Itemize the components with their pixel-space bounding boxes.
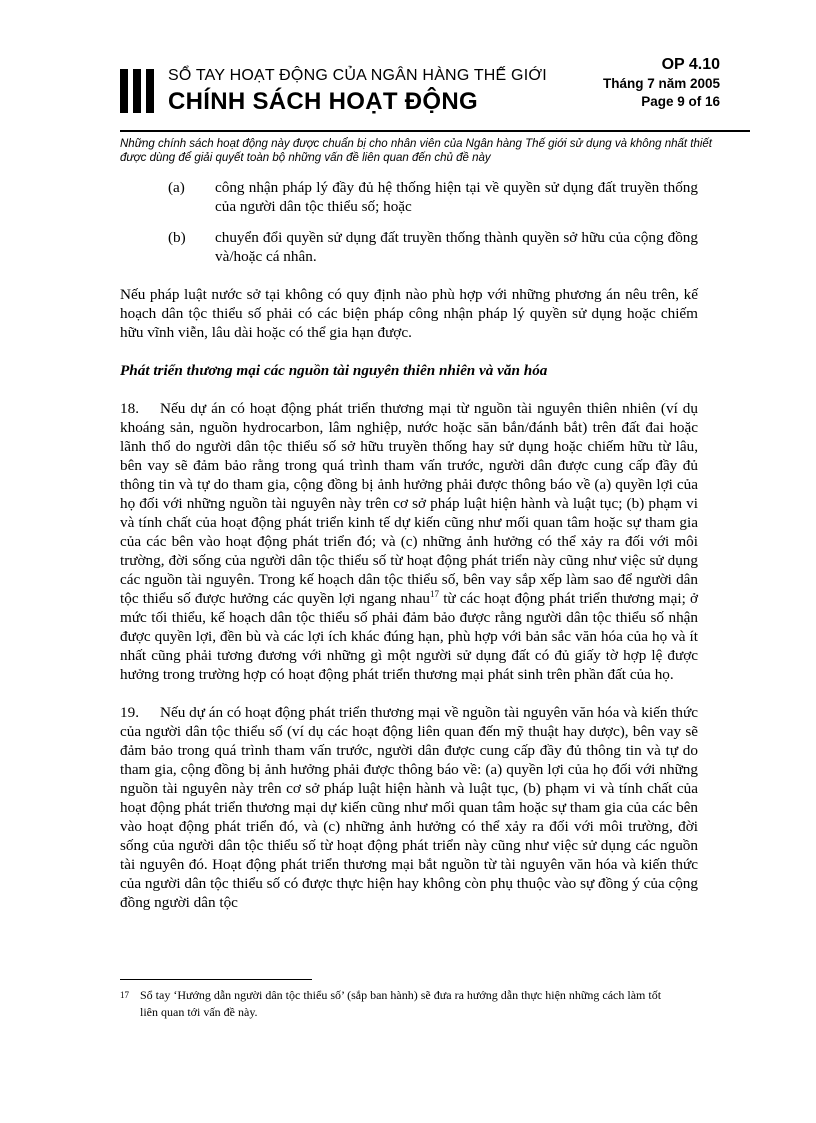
list-item-label: (b): [168, 229, 186, 246]
policy-date: Tháng 7 năm 2005: [602, 76, 720, 91]
page-header: [120, 55, 750, 135]
header-meta: [603, 55, 720, 111]
header-divider: [120, 130, 750, 132]
paragraph-19-text: Nếu dự án có hoạt động phát triển thương mại về nguồn tài nguyên văn hóa và kiến thức của người dân tộc thiểu số (ví dụ các hoạt động liên quan đến mỹ thuật hay dược), bên vay sẽ đảm bảo trong quá trình tham vấn trước, người dân được cung cấp đầy đủ thông tin và tự do tham gia, cộng đồng bị ảnh hưởng phải được thông báo về: (a) quyền lợi của họ đối với những nguồn tài nguyên này trên cơ sở pháp luật hiện hành và luật tục, (b) phạm vi và tính chất của hoạt động phát triển thương mại dự kiến cũng như mối quan tâm hoặc sự tham gia của các bên vào hoạt động phát triển đó, và (c) những ảnh hưởng có thể xảy ra đối với môi trường, đời sống của người dân tộc thiểu số từ hoạt động phát triển này cũng như việc sử dụng các nguồn tài nguyên đó. Hoạt động phát triển thương mại bắt nguồn từ tài nguyên văn hóa và kiến thức của người dân tộc thiểu số có được thực hiện hay không còn phụ thuộc vào sự đồng ý của cộng đồng người dân tộc: [120, 704, 698, 911]
footnote: [120, 987, 680, 1021]
paragraph-18-text-b: từ các hoạt động phát triển thương mại; ở mức tối thiểu, kế hoạch dân tộc thiểu số phải đảm bảo được rằng người dân tộc thiểu số nhận được quyền lợi, đền bù và các lợi ích khác đúng hạn, phù hợp với bản sắc văn hóa của họ và ít nhất cũng phải tương đương với những gì một người sử dụng đất có đủ giấy tờ hợp lệ được hưởng trong trường hợp có hoạt động phát triển thương mại phát sinh trên phần đất của họ.: [120, 590, 699, 683]
header-title: CHÍNH SÁCH HOẠT ĐỘNG: [168, 88, 478, 115]
paragraph-18: [120, 399, 698, 684]
page-number: Page 9 of 16: [641, 94, 720, 109]
paragraph-number: 18.: [120, 400, 139, 417]
list-item: [120, 178, 698, 216]
policy-code: OP 4.10: [661, 56, 720, 73]
paragraph-19: [120, 703, 698, 912]
world-bank-logo-icon: [120, 69, 156, 113]
list-item-text: công nhận pháp lý đầy đủ hệ thống hiện tại về quyền sử dụng đất truyền thống của người dân tộc thiểu số; hoặc: [215, 179, 698, 215]
list-item: [120, 228, 698, 266]
header-organization: SỔ TAY HOẠT ĐỘNG CỦA NGÂN HÀNG THẾ GIỚI: [168, 67, 547, 84]
list-item-text: chuyển đổi quyền sử dụng đất truyền thống thành quyền sở hữu của cộng đồng và/hoặc cá nhân.: [215, 229, 698, 265]
footnote-text: Sổ tay ‘Hướng dẫn người dân tộc thiểu số’ (sắp ban hành) sẽ đưa ra hướng dẫn thực hiện những cách làm tốt liên quan tới vấn đề này.: [140, 988, 662, 1019]
paragraph-intro: Nếu pháp luật nước sở tại không có quy định nào phù hợp với những phương án nêu trên, kế hoạch dân tộc thiểu số phải có các biện pháp công nhận pháp lý quyền sử dụng hoặc chiếm hữu vĩnh viễn, lâu dài hoặc có thể gia hạn được.: [120, 286, 698, 341]
footnote-mark: 17: [120, 990, 129, 1000]
list-item-label: (a): [168, 179, 185, 196]
footnote-reference[interactable]: 17: [430, 588, 440, 599]
footnote-divider: [120, 979, 312, 980]
paragraph-number: 19.: [120, 704, 139, 721]
section-heading: Phát triển thương mại các nguồn tài nguyên thiên nhiên và văn hóa: [120, 362, 548, 379]
paragraph-18-text-a: Nếu dự án có hoạt động phát triển thương mại từ nguồn tài nguyên thiên nhiên (ví dụ khoáng sản, nguồn hydrocarbon, lâm nghiệp, nước hoặc săn bắn/đánh bắt) trên đất đai hoặc lãnh thổ do người dân tộc thiểu số sở hữu truyền thống hay sử dụng hoặc chiếm hữu từ lâu, bên vay sẽ đảm bảo rằng trong quá trình tham vấn trước, người dân được cung cấp đầy đủ thông tin và tự do tham gia, cộng đồng bị ảnh hưởng phải được thông báo về (a) quyền lợi của họ đối với những nguồn tài nguyên này trên cơ sở pháp luật hiện hành và luật tục; (b) phạm vi và tính chất của hoạt động phát triển kinh tế dự kiến cũng như mối quan tâm hoặc sự tham gia của các bên vào hoạt động phát triển đó; và (c) những ảnh hưởng có thể xảy ra đối với môi trường, đời sống của người dân tộc thiểu số từ hoạt động phát triển này cũng như việc sử dụng các nguồn tài nguyên. Trong kế hoạch dân tộc thiểu số, bên vay sắp xếp làm sao để người dân tộc thiểu số được hưởng các quyền lợi ngang nhau: [120, 400, 698, 607]
document-body: [120, 178, 698, 931]
header-disclaimer: Những chính sách hoạt động này được chuẩn bị cho nhân viên của Ngân hàng Thế giới sử dụng và không nhất thiết được dùng để giải quyết toàn bộ những vấn đề liên quan đến chủ đề này: [120, 138, 713, 164]
